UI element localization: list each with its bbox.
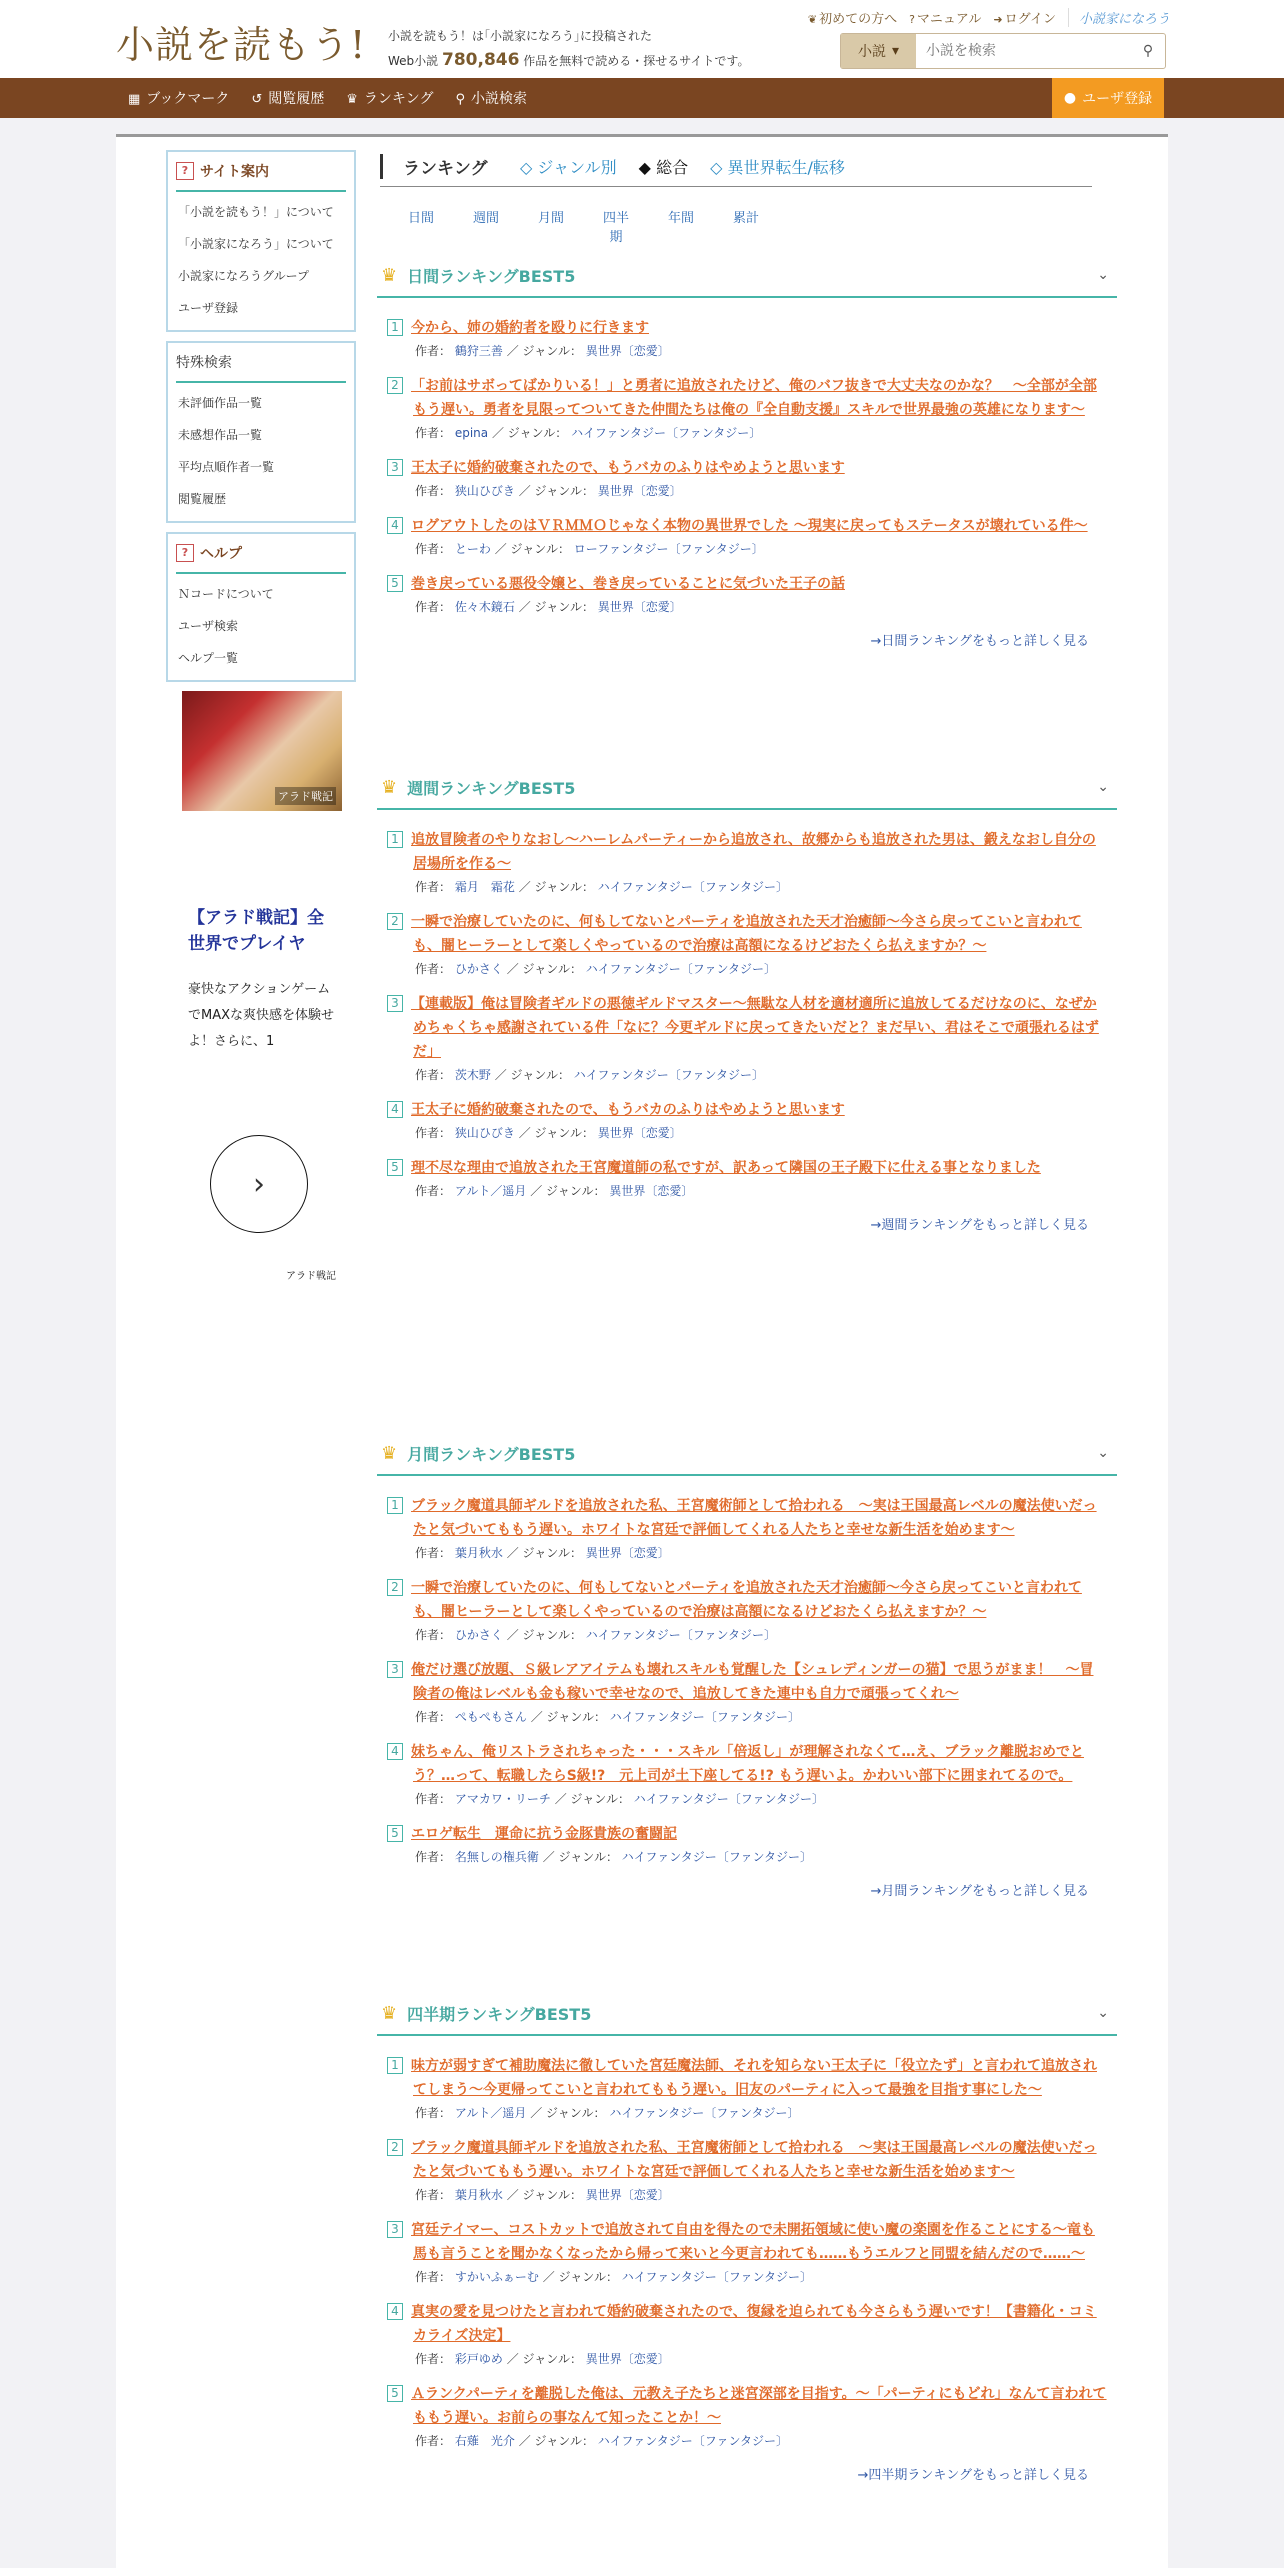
rank-badge: 5 — [387, 2385, 403, 2402]
chevron-down-icon[interactable]: ⌄ — [1097, 1445, 1109, 1461]
sidebar-item-about-narou[interactable]: 「小説家になろう」について — [178, 237, 334, 251]
chevron-down-icon[interactable]: ⌄ — [1097, 267, 1109, 283]
novel-title-link[interactable]: 1 味方が弱すぎて補助魔法に徹していた宮廷魔法師、それを知らない王太子に「役立たず」と言われて追放されてしまう～今更帰ってこいと言われてももう遅い。旧友のパーティに入って最強を目指す事にした～ — [387, 2054, 1107, 2102]
history-icon: ↺ — [251, 92, 263, 107]
novel-title-link[interactable]: 4 ログアウトしたのはＶＲＭＭＯじゃなく本物の異世界でした ～現実に戻ってもステータスが壊れている件～ — [387, 514, 1107, 538]
rank-badge: 4 — [387, 517, 403, 534]
sidebar-item-ncode[interactable]: Ｎコードについて — [178, 587, 274, 601]
list-item: 3 宮廷テイマー、コストカットで追放されて自由を得たので未開拓領域に使い魔の楽園を作ることにする～竜も馬も言うことを聞かなくなったから帰って来いと今更言われても……もうエルフと同盟を結んだので……～ 作者： すかいふぁーむ ／ ジャンル： ハイファンタジー〔ファンタジー〕 — [387, 2218, 1107, 2288]
rank-badge: 2 — [387, 377, 403, 394]
chevron-down-icon[interactable]: ⌄ — [1097, 779, 1109, 795]
site-header — [0, 0, 1284, 78]
novel-title-link[interactable]: 3 宮廷テイマー、コストカットで追放されて自由を得たので未開拓領域に使い魔の楽園を作ることにする～竜も馬も言うことを聞かなくなったから帰って来いと今更言われても……もうエルフと同盟を結んだので……～ — [387, 2218, 1107, 2266]
ranking-tabs — [380, 147, 1092, 187]
list-item: 3 【連載版】俺は冒険者ギルドの悪徳ギルドマスター～無駄な人材を適材適所に追放してるだけなのに、なぜかめちゃくちゃ感謝されている件「なに？今更ギルドに戻ってきたいだと？まだ早い、君はそこで頑張れるはずだ」 作者： 茨木野 ／ ジャンル： ハイファンタジー〔ファンタジー〕 — [387, 992, 1107, 1086]
more-link[interactable]: →月間ランキングをもっと詳しく見る — [870, 1884, 1089, 1899]
page-title: ランキング — [380, 154, 520, 179]
top-nav — [808, 8, 1170, 27]
main-navbar — [0, 78, 1284, 118]
rank-badge: 4 — [387, 2303, 403, 2320]
search-icon: ⚲ — [1142, 43, 1154, 59]
author-link[interactable]: すかいふぁーむ — [454, 2270, 539, 2284]
genre-link[interactable]: ハイファンタジー〔ファンタジー〕 — [633, 1792, 824, 1806]
main-content — [116, 134, 1168, 2568]
crown-icon: ♛ — [381, 264, 398, 286]
more-link[interactable]: →四半期ランキングをもっと詳しく見る — [857, 2468, 1089, 2483]
ranking-section-weekly — [377, 766, 1117, 1233]
user-icon: ● — [1063, 90, 1077, 106]
nav-history[interactable]: ↺ 閲覧履歴 — [251, 91, 325, 107]
sidebar-item-unrated[interactable]: 未評価作品一覧 — [178, 396, 263, 410]
author-link[interactable]: ぺもぺもさん — [454, 1710, 527, 1724]
genre-link[interactable]: ハイファンタジー〔ファンタジー〕 — [621, 2270, 812, 2284]
genre-link[interactable]: ハイファンタジー〔ファンタジー〕 — [573, 1068, 764, 1082]
ad-description: 豪快なアクションゲームでMAXな爽快感を体験せよ！さらに、1 — [188, 982, 335, 1049]
author-link[interactable]: 鶴狩三善 — [454, 344, 503, 358]
author-link[interactable]: 葉月秋水 — [454, 2188, 503, 2202]
chevron-right-icon: › — [253, 1166, 265, 1202]
genre-link[interactable]: 異世界〔恋愛〕 — [585, 1546, 670, 1560]
narou-brand-link[interactable]: 小説家になろう — [1068, 8, 1170, 27]
rank-badge: 3 — [387, 1661, 403, 1678]
author-link[interactable]: とーわ — [454, 542, 491, 556]
list-item: 5 巻き戻っている悪役令嬢と、巻き戻っていることに気づいた王子の話 作者： 佐々木鏡石 ／ ジャンル： 異世界〔恋愛〕 — [387, 572, 1107, 618]
chevron-down-icon: ▾ — [891, 43, 900, 59]
beginner-icon: ❦ — [807, 13, 818, 26]
rank-badge: 1 — [387, 2057, 403, 2074]
period-monthly[interactable]: 月間 — [537, 211, 564, 226]
question-icon: ? — [176, 544, 194, 562]
rank-badge: 3 — [387, 2221, 403, 2238]
section-title: 週間ランキングBEST5 — [407, 778, 576, 798]
list-item: 3 王太子に婚約破棄されたので、もうバカのふりはやめようと思います 作者： 狭山ひびき ／ ジャンル： 異世界〔恋愛〕 — [387, 456, 1107, 502]
search-button[interactable] — [1131, 34, 1165, 68]
genre-link[interactable]: ハイファンタジー〔ファンタジー〕 — [585, 1628, 776, 1642]
tab-isekai[interactable]: ◇ 異世界転生/転移 — [710, 158, 845, 177]
login-icon: ➜ — [993, 13, 1003, 26]
rank-badge: 1 — [387, 319, 403, 336]
period-tabs — [406, 207, 761, 245]
section-title: 日間ランキングBEST5 — [407, 266, 576, 286]
more-link[interactable]: →週間ランキングをもっと詳しく見る — [870, 1218, 1089, 1233]
author-link[interactable]: 名無しの権兵衛 — [454, 1850, 539, 1864]
nav-bookmark[interactable]: ▦ ブックマーク — [128, 91, 230, 107]
ad-next-button[interactable] — [210, 1135, 308, 1233]
author-link[interactable]: 霜月 霜花 — [454, 880, 515, 894]
beginner-link[interactable]: ❦ 初めての方へ — [807, 12, 898, 27]
period-daily[interactable]: 日間 — [407, 211, 434, 226]
author-link[interactable]: アルト／遥月 — [454, 1184, 527, 1198]
list-item: 5 理不尽な理由で追放された王宮魔道師の私ですが、訳あって隣国の王子殿下に仕える事となりました 作者： アルト／遥月 ／ ジャンル： 異世界〔恋愛〕 — [387, 1156, 1107, 1202]
nav-ranking[interactable]: ♛ ランキング — [346, 91, 434, 107]
ranking-section-daily — [377, 254, 1117, 649]
author-link[interactable]: 狭山ひびき — [454, 484, 515, 498]
manual-link[interactable]: ? マニュアル — [909, 12, 982, 27]
list-item: 2 ブラック魔道具師ギルドを追放された私、王宮魔術師として拾われる ～実は王国最高レベルの魔法使いだったと気づいてももう遅い。ホワイトな宮廷で評価してくれる人たちと幸せな新生活を始めます～ 作者： 葉月秋水 ／ ジャンル： 異世界〔恋愛〕 — [387, 2136, 1107, 2206]
crown-icon: ♛ — [381, 1442, 398, 1464]
sidebar-item-avg-authors[interactable]: 平均点順作者一覧 — [178, 460, 275, 474]
list-item: 4 ログアウトしたのはＶＲＭＭＯじゃなく本物の異世界でした ～現実に戻ってもステータスが壊れている件～ 作者： とーわ ／ ジャンル： ローファンタジー〔ファンタジー〕 — [387, 514, 1107, 560]
list-item: 1 味方が弱すぎて補助魔法に徹していた宮廷魔法師、それを知らない王太子に「役立たず」と言われて追放されてしまう～今更帰ってこいと言われてももう遅い。旧友のパーティに入って最強を目指す事にした～ 作者： アルト／遥月 ／ ジャンル： ハイファンタジー〔ファンタジー〕 — [387, 2054, 1107, 2124]
rank-badge: 4 — [387, 1743, 403, 1760]
novel-title-link[interactable]: 4 王太子に婚約破棄されたので、もうバカのふりはやめようと思います — [387, 1098, 1107, 1122]
sidebar-special-title: 特殊検索 — [176, 355, 232, 371]
genre-link[interactable]: ハイファンタジー〔ファンタジー〕 — [621, 1850, 812, 1864]
author-link[interactable]: ひかさく — [454, 1628, 503, 1642]
tab-overall[interactable]: ◆ 総合 — [638, 158, 689, 177]
rank-badge: 5 — [387, 575, 403, 592]
author-link[interactable]: 右薙 光介 — [454, 2434, 515, 2448]
crown-icon: ♛ — [381, 776, 398, 798]
bookmark-icon: ▦ — [128, 92, 141, 107]
list-item: 1 追放冒険者のやりなおし～ハーレムパーティーから追放され、故郷からも追放された男は、鍛えなおし自分の居場所を作る～ 作者： 霜月 霜花 ／ ジャンル： ハイファンタジー〔ファンタジー〕 — [387, 828, 1107, 898]
rank-badge: 1 — [387, 1497, 403, 1514]
author-link[interactable]: 茨木野 — [454, 1068, 491, 1082]
genre-link[interactable]: ハイファンタジー〔ファンタジー〕 — [597, 880, 788, 894]
list-item: 5 エロゲ転生 運命に抗う金豚貴族の奮闘記 作者： 名無しの権兵衛 ／ ジャンル： ハイファンタジー〔ファンタジー〕 — [387, 1822, 1107, 1868]
period-weekly[interactable]: 週間 — [472, 211, 499, 226]
work-count: 780,846 — [442, 50, 520, 70]
rank-badge: 4 — [387, 1101, 403, 1118]
sidebar-help-title: ヘルプ — [200, 546, 242, 562]
novel-title-link[interactable]: 3 俺だけ選び放題、Ｓ級レアアイテムも壊れスキルも覚醒した【シュレディンガーの猫】で思うがまま！ ～冒険者の俺はレベルも金も稼いで幸せなので、追放してきた連中も自力で頑張ってくれ～ — [387, 1658, 1107, 1706]
ranking-section-monthly — [377, 1432, 1117, 1899]
sidebar-item-no-review[interactable]: 未感想作品一覧 — [178, 428, 263, 442]
author-link[interactable]: 狭山ひびき — [454, 1126, 515, 1140]
ad-image[interactable]: アラド戦記 — [182, 691, 342, 811]
search-icon: ⚲ — [455, 92, 466, 107]
crown-icon: ♛ — [381, 2002, 398, 2024]
novel-title-link[interactable]: 5 理不尽な理由で追放された王宮魔道師の私ですが、訳あって隣国の王子殿下に仕える事となりました — [387, 1156, 1107, 1180]
novel-title-link[interactable]: 2 一瞬で治療していたのに、何もしてないとパーティを追放された天才治癒師～今さら戻ってこいと言われても、闇ヒーラーとして楽しくやっているので治療は高額になるけどおたくら払えますか？～ — [387, 1576, 1107, 1624]
sidebar-help — [166, 532, 356, 682]
section-title: 月間ランキングBEST5 — [407, 1444, 576, 1464]
genre-link[interactable]: 異世界〔恋愛〕 — [585, 2352, 670, 2366]
period-yearly[interactable]: 年間 — [667, 211, 694, 226]
ad-source: アラド戦記 — [286, 1271, 336, 1282]
chevron-down-icon[interactable]: ⌄ — [1097, 2005, 1109, 2021]
author-link[interactable]: ひかさく — [454, 962, 503, 976]
search-input[interactable] — [916, 34, 1131, 68]
novel-title-link[interactable]: 1 追放冒険者のやりなおし～ハーレムパーティーから追放され、故郷からも追放された男は、鍛えなおし自分の居場所を作る～ — [387, 828, 1107, 876]
rank-badge: 3 — [387, 995, 403, 1012]
genre-link[interactable]: 異世界〔恋愛〕 — [585, 344, 670, 358]
sidebar-guide — [166, 150, 356, 332]
rank-badge: 1 — [387, 831, 403, 848]
genre-link[interactable]: 異世界〔恋愛〕 — [609, 1184, 694, 1198]
genre-link[interactable]: ハイファンタジー〔ファンタジー〕 — [609, 2106, 800, 2120]
genre-link[interactable]: 異世界〔恋愛〕 — [597, 1126, 682, 1140]
rank-badge: 3 — [387, 459, 403, 476]
ad-title[interactable]: 【アラド戦記】全世界でプレイヤ — [188, 908, 324, 954]
genre-link[interactable]: ローファンタジー〔ファンタジー〕 — [573, 542, 764, 556]
novel-title-link[interactable]: 2 「お前はサボってばかりいる！」と勇者に追放されたけど、俺のバフ抜きで大丈夫なのかな？ ～全部が全部もう遅い。勇者を見限ってついてきた仲間たちは俺の『全自動支援』スキルで世界最強の英雄になります～ — [387, 374, 1107, 422]
author-link[interactable]: アマカワ・リーチ — [454, 1792, 551, 1806]
author-link[interactable]: 佐々木鏡石 — [454, 600, 515, 614]
novel-title-link[interactable]: 4 真実の愛を見つけたと言われて婚約破棄されたので、復縁を迫られても今さらもう遅いです！【書籍化・コミカライズ決定】 — [387, 2300, 1107, 2348]
novel-title-link[interactable]: 1 今から、姉の婚約者を殴りに行きます — [387, 316, 1107, 340]
sidebar-item-about-yomou[interactable]: 「小説を読もう！」について — [178, 205, 334, 219]
genre-link[interactable]: 異世界〔恋愛〕 — [597, 600, 682, 614]
novel-title-link[interactable]: 4 妹ちゃん、俺リストラされちゃった・・・スキル「倍返し」が理解されなくて…え、ブラック離脱おめでとう？…って、転職したらS級!? 元上司が土下座してる!? もう遅いよ。かわいい部下に囲まれてるので。 — [387, 1740, 1107, 1788]
list-item: 1 ブラック魔道具師ギルドを追放された私、王宮魔術師として拾われる ～実は王国最高レベルの魔法使いだったと気づいてももう遅い。ホワイトな宮廷で評価してくれる人たちと幸せな新生活を始めます～ 作者： 葉月秋水 ／ ジャンル： 異世界〔恋愛〕 — [387, 1494, 1107, 1564]
question-icon: ? — [176, 162, 194, 180]
sidebar-item-narou-group[interactable]: 小説家になろうグループ — [178, 269, 310, 283]
novel-title-link[interactable]: 3 王太子に婚約破棄されたので、もうバカのふりはやめようと思います — [387, 456, 1107, 480]
search-type-select[interactable]: 小説 ▾ — [841, 34, 916, 68]
user-register-button[interactable]: ● ユーザ登録 — [1052, 78, 1164, 118]
genre-link[interactable]: ハイファンタジー〔ファンタジー〕 — [609, 1710, 800, 1724]
sidebar-item-help-list[interactable]: ヘルプ一覧 — [178, 651, 239, 665]
novel-title-link[interactable]: 2 一瞬で治療していたのに、何もしてないとパーティを追放された天才治癒師～今さら戻ってこいと言われても、闇ヒーラーとして楽しくやっているので治療は高額になるけどおたくら払えますか？～ — [387, 910, 1107, 958]
rank-badge: 2 — [387, 1579, 403, 1596]
site-tagline: 小説を読もう！は｢小説家になろう｣に投稿された Web小説 780,846 作品を無料で読める・探せるサイトです。 — [388, 29, 750, 70]
novel-title-link[interactable]: 5 巻き戻っている悪役令嬢と、巻き戻っていることに気づいた王子の話 — [387, 572, 1107, 596]
ranking-section-quarterly — [377, 1992, 1117, 2483]
list-item: 3 俺だけ選び放題、Ｓ級レアアイテムも壊れスキルも覚醒した【シュレディンガーの猫】で思うがまま！ ～冒険者の俺はレベルも金も稼いで幸せなので、追放してきた連中も自力で頑張ってくれ～ 作者： ぺもぺもさん ／ ジャンル： ハイファンタジー〔ファンタジー〕 — [387, 1658, 1107, 1728]
list-item: 2 一瞬で治療していたのに、何もしてないとパーティを追放された天才治癒師～今さら戻ってこいと言われても、闇ヒーラーとして楽しくやっているので治療は高額になるけどおたくら払えますか？～ 作者： ひかさく ／ ジャンル： ハイファンタジー〔ファンタジー〕 — [387, 910, 1107, 980]
novel-title-link[interactable]: 2 ブラック魔道具師ギルドを追放された私、王宮魔術師として拾われる ～実は王国最高レベルの魔法使いだったと気づいてももう遅い。ホワイトな宮廷で評価してくれる人たちと幸せな新生活を始めます～ — [387, 2136, 1107, 2184]
rank-badge: 5 — [387, 1825, 403, 1842]
genre-link[interactable]: ハイファンタジー〔ファンタジー〕 — [597, 2434, 788, 2448]
novel-title-link[interactable]: 1 ブラック魔道具師ギルドを追放された私、王宮魔術師として拾われる ～実は王国最高レベルの魔法使いだったと気づいてももう遅い。ホワイトな宮廷で評価してくれる人たちと幸せな新生活を始めます～ — [387, 1494, 1107, 1542]
tab-genre[interactable]: ◇ ジャンル別 — [520, 158, 617, 177]
rank-badge: 5 — [387, 1159, 403, 1176]
novel-title-link[interactable]: 5 エロゲ転生 運命に抗う金豚貴族の奮闘記 — [387, 1822, 1107, 1846]
rank-badge: 2 — [387, 913, 403, 930]
list-item: 5 Ａランクパーティを離脱した俺は、元教え子たちと迷宮深部を目指す。～「パーティにもどれ」なんて言われてももう遅い。お前らの事なんて知ったことか！～ 作者： 右薙 光介 ／ ジャンル： ハイファンタジー〔ファンタジー〕 — [387, 2382, 1107, 2452]
list-item: 1 今から、姉の婚約者を殴りに行きます 作者： 鶴狩三善 ／ ジャンル： 異世界〔恋愛〕 — [387, 316, 1107, 362]
novel-title-link[interactable]: 5 Ａランクパーティを離脱した俺は、元教え子たちと迷宮深部を目指す。～「パーティにもどれ」なんて言われてももう遅い。お前らの事なんて知ったことか！～ — [387, 2382, 1107, 2430]
sidebar-special-search — [166, 341, 356, 523]
login-link[interactable]: ➜ ログイン — [993, 12, 1056, 27]
sidebar-item-history[interactable]: 閲覧履歴 — [178, 492, 227, 506]
more-link[interactable]: →日間ランキングをもっと詳しく見る — [870, 634, 1089, 649]
author-link[interactable]: アルト／遥月 — [454, 2106, 527, 2120]
genre-link[interactable]: ハイファンタジー〔ファンタジー〕 — [585, 962, 776, 976]
period-total[interactable]: 累計 — [732, 211, 759, 226]
author-link[interactable]: 葉月秋水 — [454, 1546, 503, 1560]
genre-link[interactable]: ハイファンタジー〔ファンタジー〕 — [571, 426, 762, 440]
sidebar-item-user-register[interactable]: ユーザ登録 — [178, 301, 239, 315]
genre-link[interactable]: 異世界〔恋愛〕 — [585, 2188, 670, 2202]
section-title: 四半期ランキングBEST5 — [407, 2004, 592, 2024]
sidebar-guide-title: サイト案内 — [200, 164, 270, 180]
list-item: 4 真実の愛を見つけたと言われて婚約破棄されたので、復縁を迫られても今さらもう遅いです！【書籍化・コミカライズ決定】 作者： 彩戸ゆめ ／ ジャンル： 異世界〔恋愛〕 — [387, 2300, 1107, 2370]
sidebar-item-user-search[interactable]: ユーザ検索 — [178, 619, 239, 633]
period-quarterly[interactable]: 四半期 — [602, 211, 629, 245]
question-icon: ? — [909, 13, 915, 26]
site-logo[interactable]: 小説を読もう! — [116, 23, 367, 67]
list-item: 2 「お前はサボってばかりいる！」と勇者に追放されたけど、俺のバフ抜きで大丈夫なのかな？ ～全部が全部もう遅い。勇者を見限ってついてきた仲間たちは俺の『全自動支援』スキルで世界最強の英雄になります～ 作者： epina ／ ジャンル： ハイファンタジー〔ファンタジー〕 — [387, 374, 1107, 444]
novel-title-link[interactable]: 3 【連載版】俺は冒険者ギルドの悪徳ギルドマスター～無駄な人材を適材適所に追放してるだけなのに、なぜかめちゃくちゃ感謝されている件「なに？今更ギルドに戻ってきたいだと？まだ早い、君はそこで頑張れるはずだ」 — [387, 992, 1107, 1064]
list-item: 4 王太子に婚約破棄されたので、もうバカのふりはやめようと思います 作者： 狭山ひびき ／ ジャンル： 異世界〔恋愛〕 — [387, 1098, 1107, 1144]
rank-badge: 2 — [387, 2139, 403, 2156]
search-bar — [840, 33, 1166, 69]
list-item: 2 一瞬で治療していたのに、何もしてないとパーティを追放された天才治癒師～今さら戻ってこいと言われても、闇ヒーラーとして楽しくやっているので治療は高額になるけどおたくら払えますか？～ 作者： ひかさく ／ ジャンル： ハイファンタジー〔ファンタジー〕 — [387, 1576, 1107, 1646]
crown-icon: ♛ — [346, 92, 358, 107]
genre-link[interactable]: 異世界〔恋愛〕 — [597, 484, 682, 498]
list-item: 4 妹ちゃん、俺リストラされちゃった・・・スキル「倍返し」が理解されなくて…え、ブラック離脱おめでとう？…って、転職したらS級!? 元上司が土下座してる!? もう遅いよ。かわいい部下に囲まれてるので。 作者： アマカワ・リーチ ／ ジャンル： ハイファンタジー〔ファンタジー〕 — [387, 1740, 1107, 1810]
nav-search[interactable]: ⚲ 小説検索 — [455, 91, 528, 107]
author-link[interactable]: 彩戸ゆめ — [454, 2352, 503, 2366]
author-link[interactable]: epina — [454, 426, 489, 440]
